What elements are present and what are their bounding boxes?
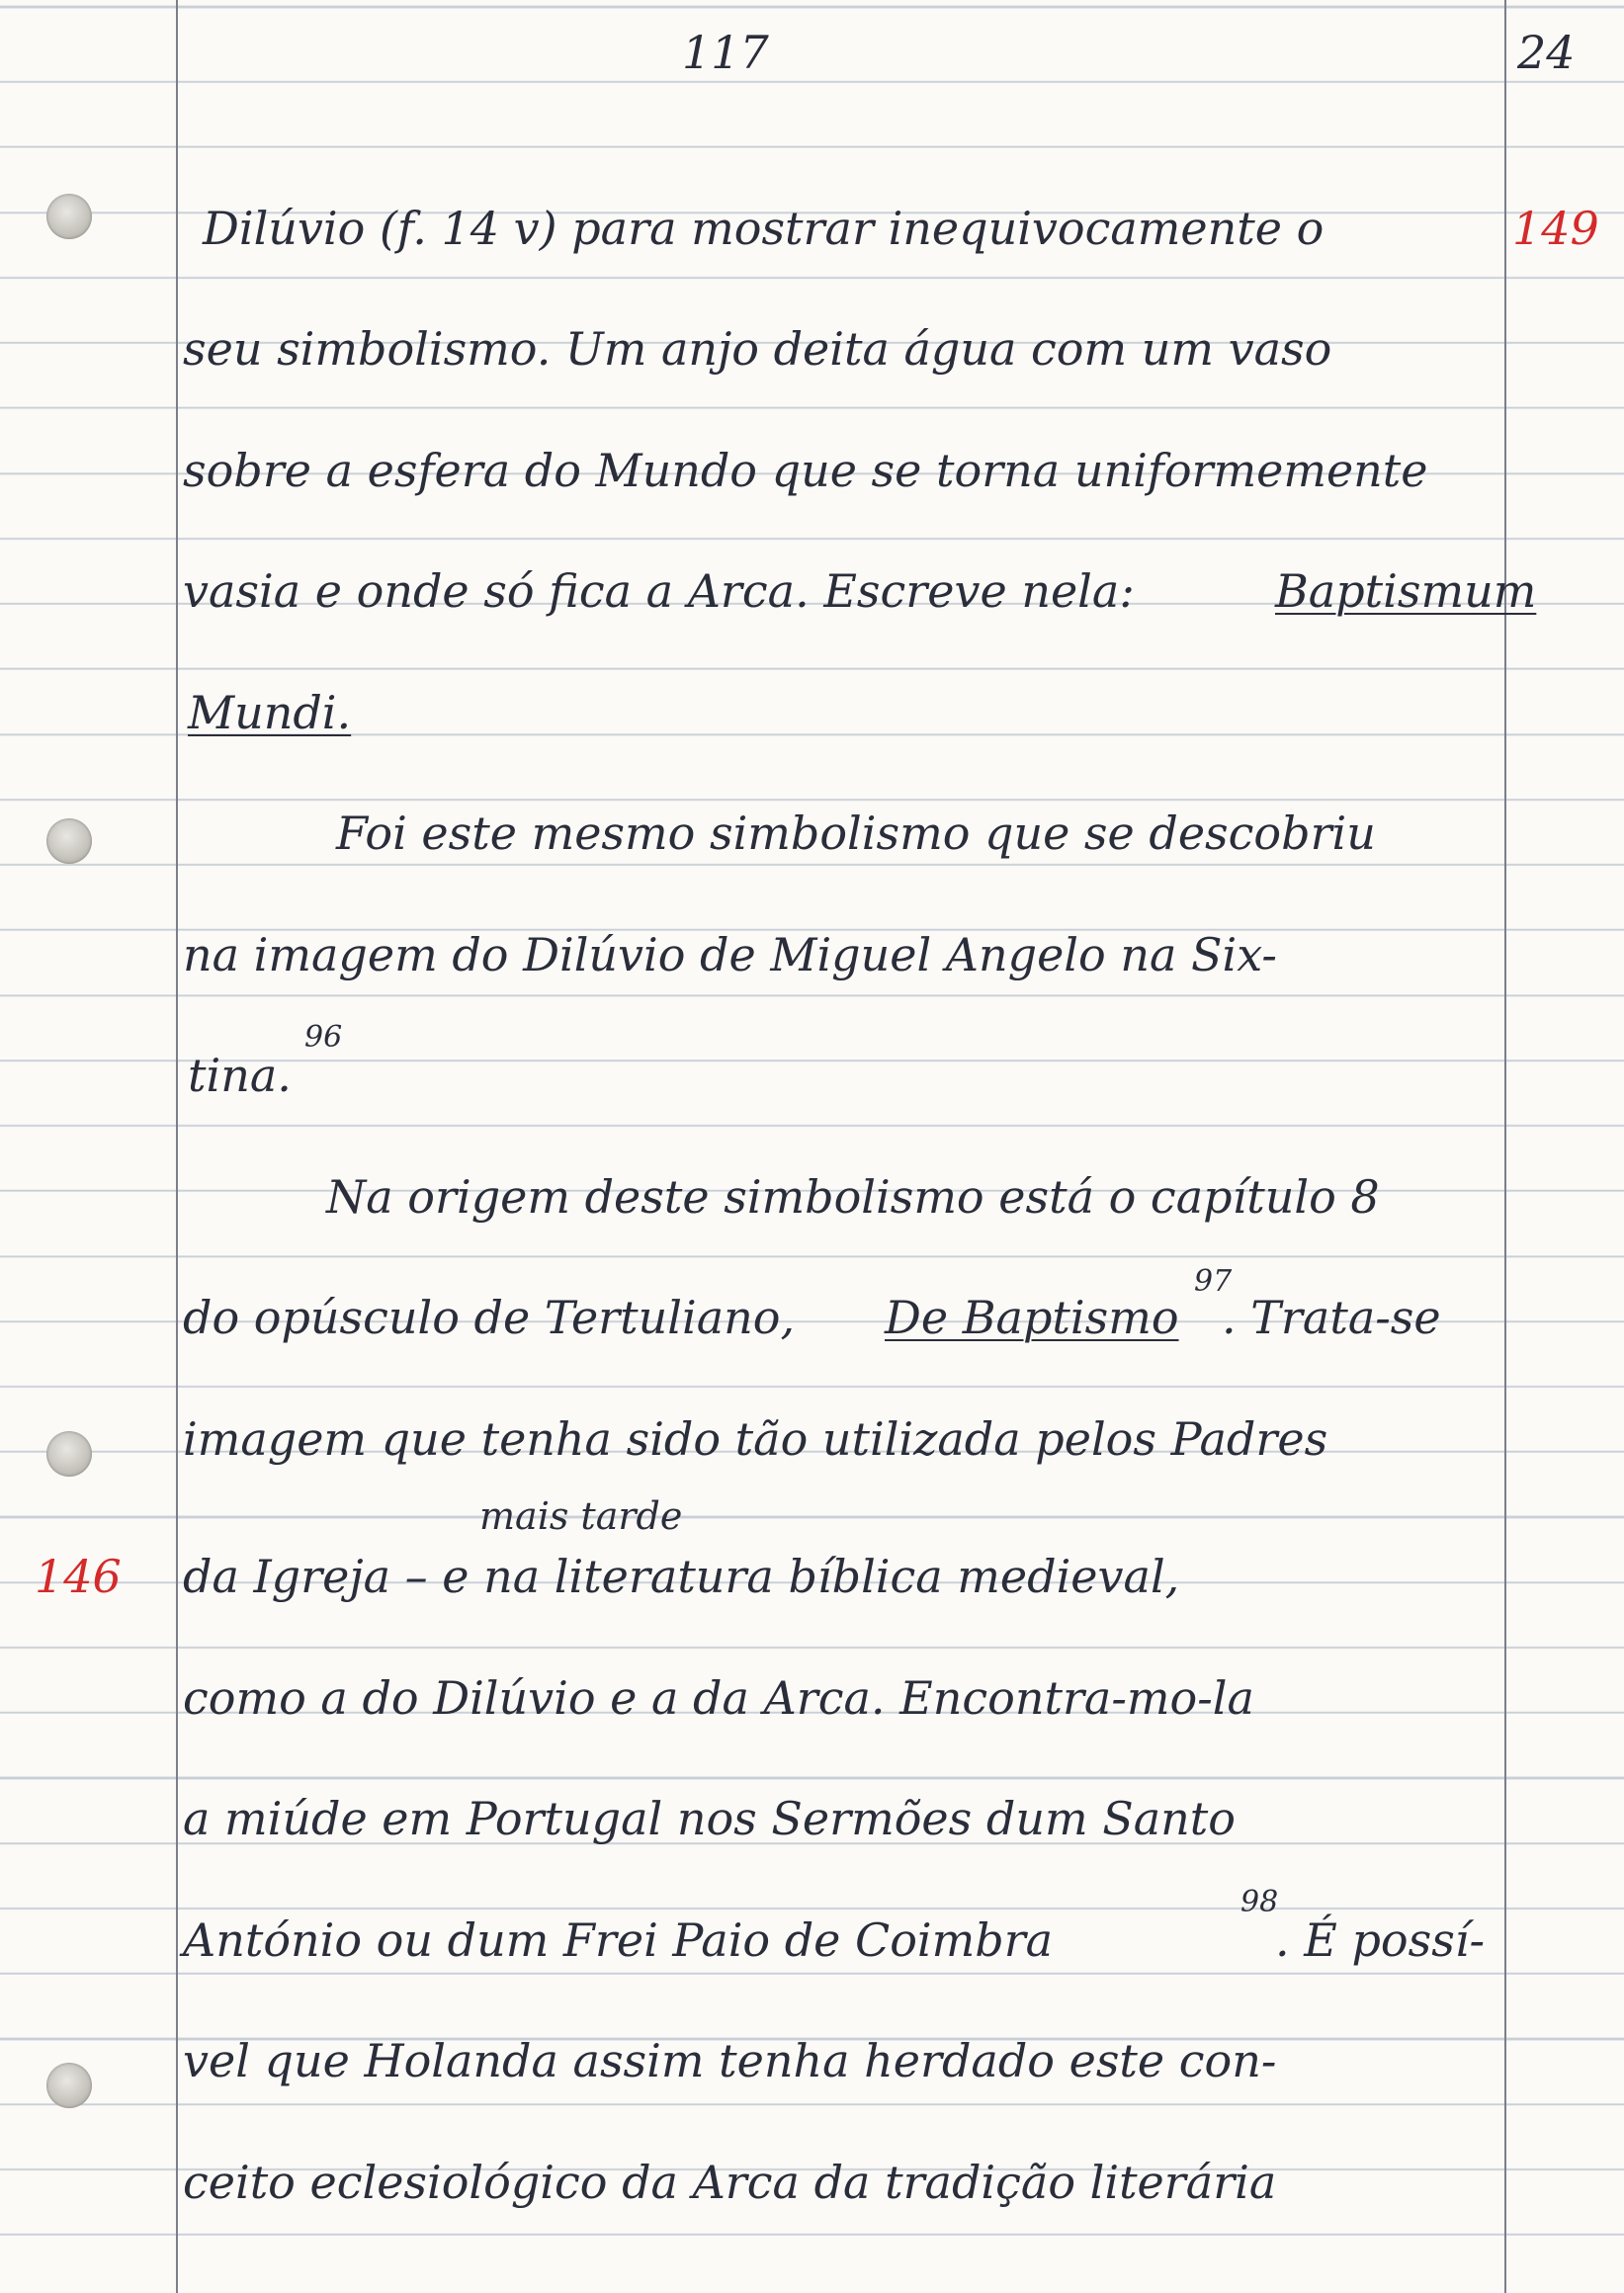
- text-line-10-end: . Trata-se: [1222, 1291, 1441, 1344]
- punch-hole-1: [46, 194, 92, 239]
- text-line-3: sobre a esfera do Mundo que se torna uniformemente: [183, 444, 1428, 497]
- text-line-11: imagem que tenha sido tão utilizada pelos Padres: [183, 1412, 1328, 1466]
- footnote-98: 98: [1240, 1885, 1279, 1919]
- text-line-9: Na origem deste simbolismo está o capítulo 8: [326, 1170, 1380, 1224]
- text-line-16: vel que Holanda assim tenha herdado este con-: [183, 2034, 1277, 2087]
- text-line-15-end: . É possí-: [1275, 1913, 1486, 1967]
- text-line-12-insertion: mais tarde: [479, 1494, 683, 1538]
- text-line-4: vasia e onde só fica a Arca. Escreve nela:: [183, 564, 1135, 618]
- text-line-8: tina.: [188, 1049, 292, 1102]
- text-line-7: na imagem do Dilúvio de Miguel Angelo na Six-: [183, 928, 1277, 981]
- margin-note-top: 149: [1512, 202, 1599, 255]
- margin-note-left: 146: [35, 1550, 122, 1603]
- text-line-15: António ou dum Frei Paio de Coimbra: [183, 1913, 1054, 1967]
- text-line-10-title: De Baptismo: [885, 1291, 1179, 1344]
- text-line-1: Dilúvio (f. 14 v) para mostrar inequivocamente o: [203, 202, 1325, 255]
- text-line-14: a miúde em Portugal nos Sermões dum Santo: [183, 1792, 1236, 1845]
- punch-hole-3: [46, 1431, 92, 1477]
- text-line-12: da Igreja – e na literatura bíblica medieval,: [183, 1550, 1180, 1603]
- page-number-top: 117: [682, 26, 769, 79]
- right-margin-line: [1504, 0, 1506, 2293]
- text-line-2: seu simbolismo. Um anjo deita água com um vaso: [183, 322, 1332, 376]
- left-margin-line: [176, 0, 178, 2293]
- punch-hole-4: [46, 2063, 92, 2108]
- text-line-10: do opúsculo de Tertuliano,: [183, 1291, 796, 1344]
- text-line-13: como a do Dilúvio e a da Arca. Encontra-mo-la: [183, 1671, 1254, 1725]
- text-line-17: ceito eclesiológico da Arca da tradição literária: [183, 2156, 1277, 2209]
- punch-hole-2: [46, 818, 92, 864]
- text-line-5: Mundi.: [188, 686, 352, 739]
- footnote-97: 97: [1194, 1264, 1233, 1299]
- footnote-96: 96: [304, 1020, 343, 1055]
- text-line-4-underlined: Baptismum: [1275, 564, 1537, 618]
- text-line-6: Foi este mesmo simbolismo que se descobriu: [336, 807, 1376, 860]
- page-number-right: 24: [1517, 26, 1576, 79]
